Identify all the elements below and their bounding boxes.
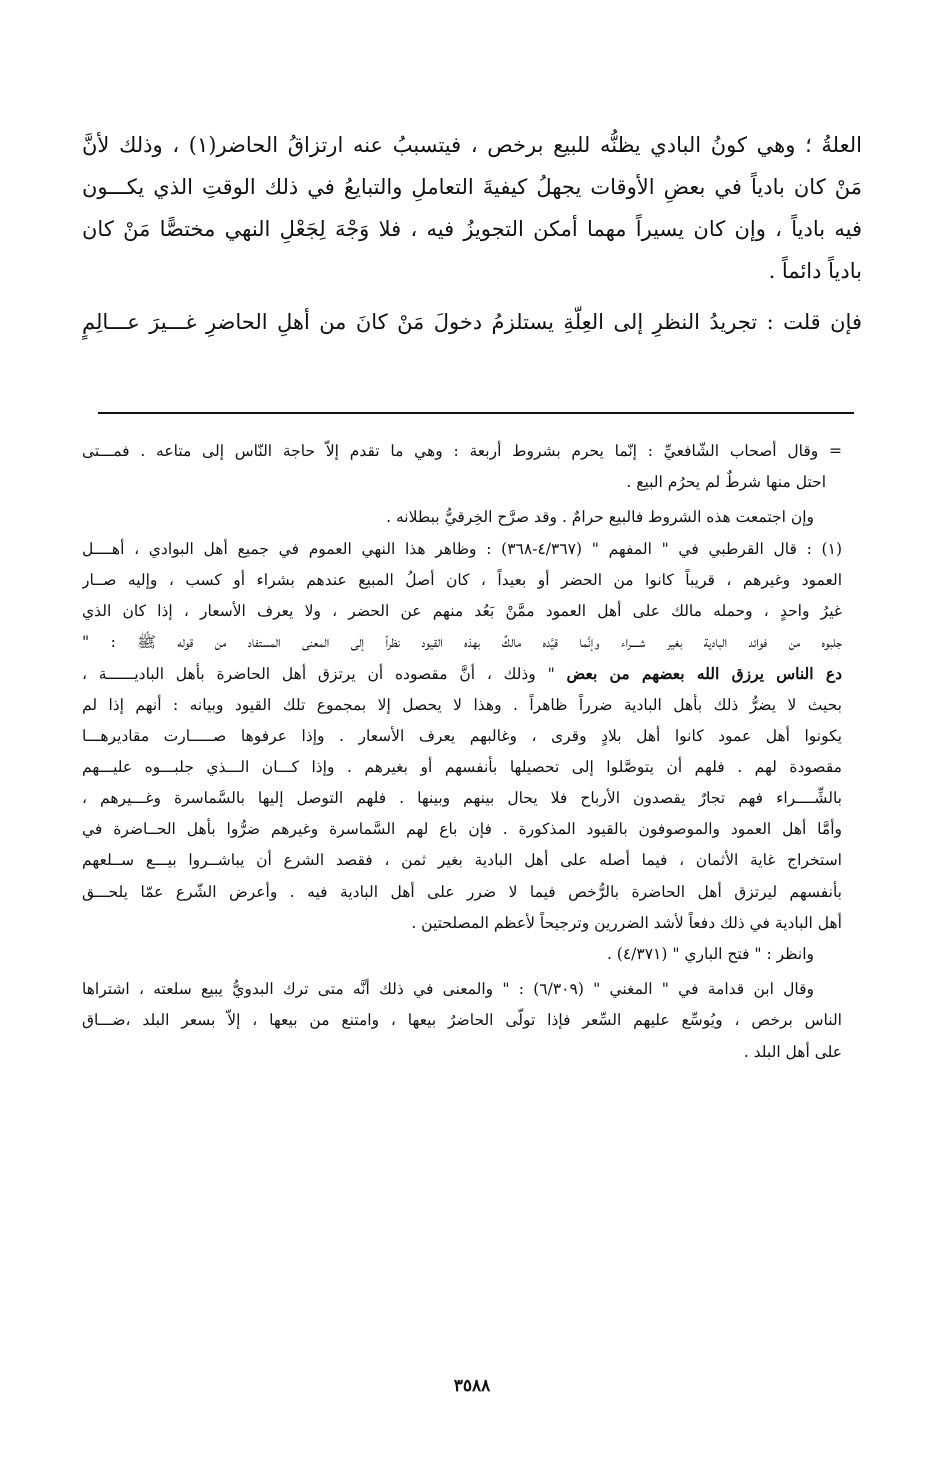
- footnote-line: على أهل البلد .: [743, 1042, 842, 1061]
- main-text-line: مَنْ كان بادياً في بعضِ الأوقات يجهلُ كيفيةَ التعاملِ والتبايعُ في ذلك الوقتِ الذي يكـــون: [82, 175, 862, 199]
- hadith-text: دع الناس يرزق الله بعضهم من بعض: [566, 664, 842, 684]
- footnote-line: بحيث لا يضرُّ ذلك بأهل البادية ضرراً ظاهراً . وهذا لا يحصل إلا بمجموع تلك القيود وبيانه : أنهم إذا لم: [82, 695, 842, 714]
- footnote-line: جلبوه من فوائد البادية بغير شــــراء وإنَّما قيَّده مالكٌ بهذه القيود نظراً إلى المعنى المستفاد من قوله ﷺ : ": [82, 633, 842, 652]
- footnotes: [82, 436, 842, 1068]
- main-text-line: فإن قلت : تجريدُ النظرِ إلى العِلّةِ يستلزمُ دخولَ مَنْ كانَ من أهلِ الحاضرِ غـــيرَ عـــالِمٍ: [82, 310, 862, 334]
- footnote-line: وإن اجتمعت هذه الشروط فالبيع حرامٌ . وقد صرَّح الخِرقيُّ ببطلانه .: [386, 508, 814, 527]
- footnote-line: يكونوا أهل عمود كانوا أهل بلادٍ وقرى ، وغالبهم يعرف الأسعار . وإذا عرفوها صـــــارت مقاديرهـــا: [82, 726, 842, 745]
- paragraph-spacer: [82, 292, 862, 301]
- main-text: [82, 124, 862, 343]
- footnote-line: احتل منها شرطٌ لم يحرُم البيع .: [626, 473, 826, 492]
- footnote-line: وانظر : " فتح الباري " (٤/٣٧١) .: [606, 945, 814, 963]
- footnote-line: بأنفسهم ليرتزق أهل الحاضرة بالرُّخص فيما لا ضرر على أهل البادية فيه . وأعرض الشّرع عمّا يلحـــق: [82, 882, 842, 901]
- footnote-line: وقال ابن قدامة في " المغني " (٦/٣٠٩) : " والمعنى في ذلك أنَّه متى ترك البدويُّ يبيع سلعته ، اشتراها: [82, 980, 814, 999]
- footnote-line: العمود وغيرهم ، قريباً كانوا من الحضر أو بعيداً ، كان أصلُ المبيع عندهم بشراء أو كسب ، وإليه صــار: [82, 570, 842, 589]
- footnote-line: [82, 658, 842, 689]
- footnote-separator: [98, 412, 854, 414]
- footnote-line: غيرُ واحدٍ ، وحمله مالك على أهل العمود ممَّنْ بَعُد منهم عن الحضر ، ولا يعرف الأسعار ، إذا كان الذي: [82, 601, 842, 620]
- page-number: ٣٥٨٨: [453, 1376, 491, 1396]
- footnote-line: أهل البادية في ذلك دفعاً لأشد الضررين وترجيحاً لأعظم المصلحتين .: [411, 913, 842, 932]
- main-text-line: العلةُ ؛ وهي كونُ البادي يظنُّه للبيع برخص ، فيتسببُ عنه ارتزاقُ الحاضر(١) ، وذلك لأنَّ: [82, 133, 862, 157]
- footnote-line: مقصودة لهم . فلهم أن يتوصَّلوا إلى تحصيلها بأنفسهم أو بغيرهم . وإذا كـــان الـــذي جلبـــوه عليـــهم: [82, 757, 842, 776]
- footnote-line: وأمَّا أهل العمود والموصوفون بالقيود المذكورة . فإن باع لهم السَّماسرة وغيرهم ضرُّوا بأهل الحــاضرة في: [82, 820, 842, 839]
- main-text-line: بادياً دائماً .: [768, 259, 862, 283]
- footnote-line: (١) : قال القرطبي في " المفهم " (٤/٣٦٧-٣٦٨) : وظاهر هذا النهي العموم في جميع أهل البوادي ، أهــــل: [82, 539, 842, 558]
- hadith-continuation: " وذلك ، أنَّ مقصوده أن يرتزق أهل الحاضرة بأهل الباديــــــة ،: [82, 665, 567, 684]
- footnote-line: الناس برخص ، ويُوسِّع عليهم السِّعر فإذا تولّى الحاضرُ بيعها ، وامتنع من بيعها ، إلاّ بسعر البلد ،ضـــاق: [82, 1011, 842, 1030]
- footnote-line: = وقال أصحاب الشّافعيِّ : إنّما يحرم بشروط أربعة : وهي ما تقدم إلاّ حاجة النّاس إلى متاعه . فمـــتى: [82, 442, 842, 460]
- main-text-line: فيه بادياً ، وإن كان يسيراً مهما أمكن التجويزُ فيه ، فلا وَجْهَ لِجَعْلِ النهي مختصًّا مَنْ كان: [82, 217, 862, 241]
- footnote-line: استخراج غاية الأثمان ، فيما أصله على أهل البادية بغير ثمن ، فقصد الشرع أن يباشــروا بيـــع ســلعهم: [82, 851, 842, 870]
- footnote-line: بالشِّــــراء فهم تجارٌ يقصدون الأرباح فلا يحال بينهم وبينها . فلهم التوصل إليها بالسَّماسرة وغـــيرهم ،: [82, 789, 842, 808]
